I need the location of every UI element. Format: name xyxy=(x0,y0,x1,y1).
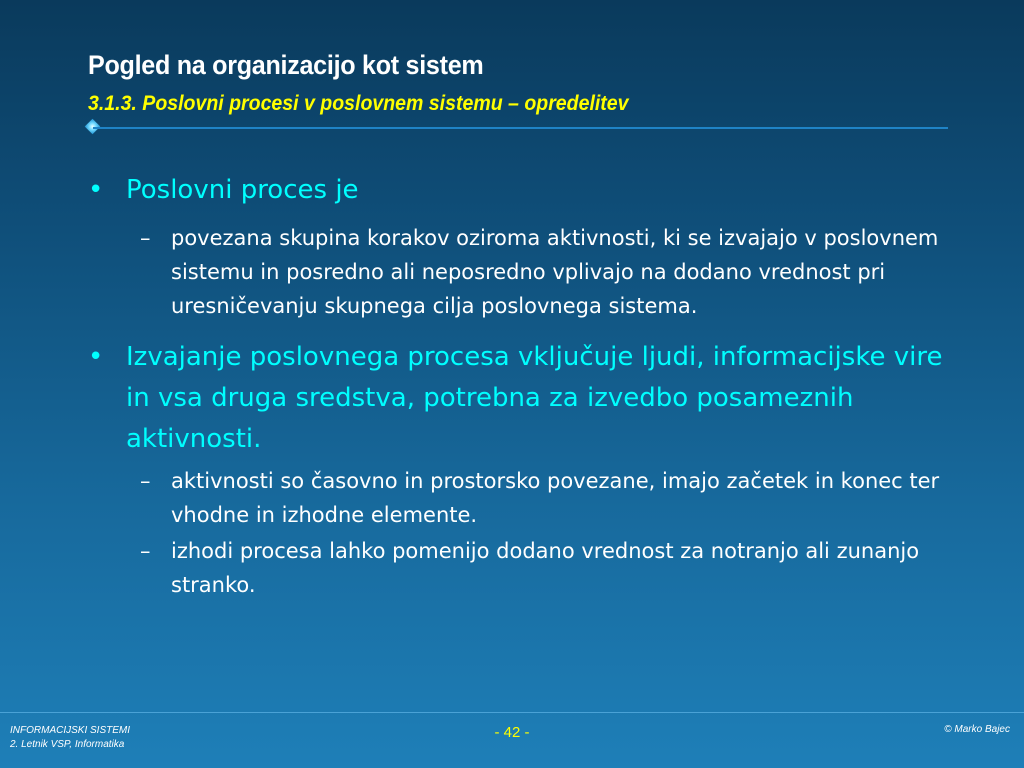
title-divider xyxy=(93,127,948,129)
slide-title: Pogled na organizacijo kot sistem xyxy=(88,50,484,80)
sub-bullet-text: aktivnosti so časovno in prostorsko povezane, imajo začetek in konec ter vhodne in izhodne elemente. xyxy=(171,469,940,527)
footer-divider xyxy=(0,712,1024,713)
footer-course-name: INFORMACIJSKI SISTEMI xyxy=(10,725,131,736)
sub-bullet-text: izhodi procesa lahko pomenijo dodano vrednost za notranjo ali zunanjo stranko. xyxy=(171,539,920,597)
bullet-item xyxy=(88,337,948,460)
bullet-icon: • xyxy=(88,175,104,205)
page-number: - 42 - xyxy=(494,724,530,741)
bullet-item xyxy=(88,170,948,211)
sub-bullet-item xyxy=(88,464,948,532)
sub-bullet-item xyxy=(88,221,948,323)
footer-course-info xyxy=(10,724,130,752)
dash-icon: – xyxy=(140,226,151,250)
slide-content xyxy=(88,170,948,604)
footer-copyright: © Marko Bajec xyxy=(944,724,1010,735)
sub-bullet-text: povezana skupina korakov oziroma aktivnosti, ki se izvajajo v poslovnem sistemu in posredno ali neposredno vplivajo na dodano vrednost pri uresničevanju skupnega cilja poslovnega sistema. xyxy=(171,226,939,318)
bullet-text: Poslovni proces je xyxy=(126,175,359,205)
slide-subtitle: 3.1.3. Poslovni procesi v poslovnem sistemu – opredelitev xyxy=(88,92,629,115)
footer-course-year: 2. Letnik VSP, Informatika xyxy=(10,739,125,750)
bullet-icon: • xyxy=(88,342,104,372)
dash-icon: – xyxy=(140,539,151,563)
sub-bullet-item xyxy=(88,534,948,602)
bullet-text: Izvajanje poslovnega procesa vključuje ljudi, informacijske vire in vsa druga sredstva, potrebna za izvedbo posameznih aktivnosti. xyxy=(126,342,943,454)
dash-icon: – xyxy=(140,469,151,493)
